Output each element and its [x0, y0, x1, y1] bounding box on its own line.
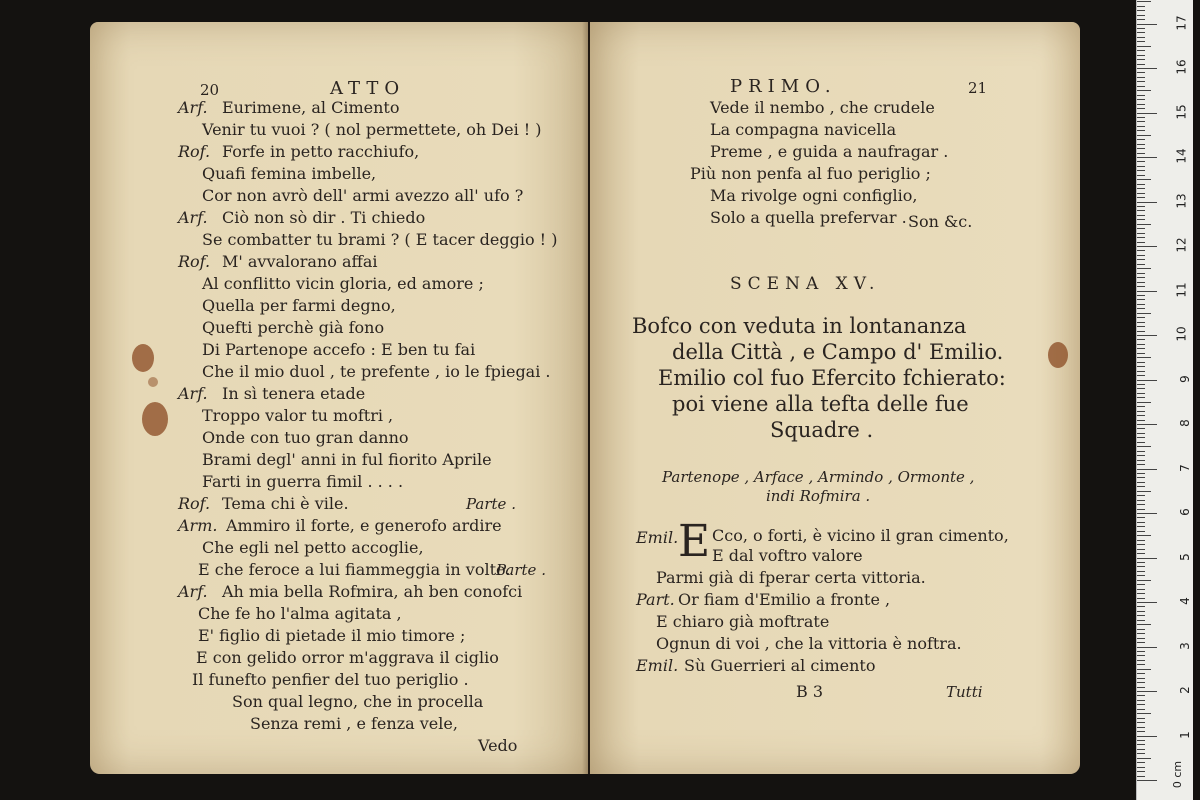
verse-line: Quella per farmi degno,: [202, 296, 396, 315]
ruler-tick: [1137, 713, 1151, 714]
ruler-tick: [1137, 464, 1145, 465]
ruler-tick: [1137, 268, 1151, 269]
ruler-tick: [1137, 166, 1145, 167]
ruler-tick: [1137, 420, 1145, 421]
verse-line: Che il mio duol , te prefente , io le fpiegai .: [202, 362, 551, 381]
ruler-tick: [1137, 99, 1145, 100]
ruler-tick: [1137, 28, 1145, 29]
ruler-tick: [1137, 522, 1145, 523]
ruler-number: 16: [1174, 59, 1189, 75]
ruler-tick: [1137, 558, 1157, 559]
ruler-tick: [1137, 727, 1145, 728]
ruler-tick: [1137, 571, 1145, 572]
verse-line: M' avvalorano affai: [222, 252, 378, 271]
ruler-tick: [1137, 188, 1145, 189]
ruler-tick: [1137, 161, 1145, 162]
ruler-tick: [1137, 108, 1145, 109]
ruler-tick: [1137, 780, 1157, 781]
ruler-number: 2: [1178, 686, 1193, 694]
ruler-tick: [1137, 736, 1157, 737]
verse-line: Sù Guerrieri al cimento: [684, 656, 876, 675]
ruler-tick: [1137, 197, 1145, 198]
ruler-tick: [1137, 575, 1145, 576]
verse-line: Ammiro il forte, e generofo ardire: [226, 516, 502, 535]
ruler-tick: [1137, 678, 1145, 679]
ruler-tick: [1137, 549, 1145, 550]
ruler-tick: [1137, 81, 1145, 82]
ruler-tick: [1137, 584, 1145, 585]
ruler-tick: [1137, 638, 1145, 639]
verse-line: Senza remi , e fenza vele,: [250, 714, 458, 733]
ruler-tick: [1137, 32, 1145, 33]
ruler-tick: [1137, 104, 1145, 105]
ruler-tick: [1137, 224, 1151, 225]
ruler-tick: [1137, 486, 1145, 487]
ruler-tick: [1137, 566, 1145, 567]
verse-line: Troppo valor tu moftri ,: [202, 406, 394, 425]
page-number-left: 20: [200, 81, 220, 99]
ruler-tick: [1137, 344, 1145, 345]
ruler-number: 4: [1178, 597, 1193, 605]
ruler-tick: [1137, 95, 1145, 96]
ruler-tick: [1137, 606, 1145, 607]
scene-heading: SCENA XV.: [730, 274, 881, 294]
verse-line: Ah mia bella Rofmira, ah ben conofci: [222, 582, 523, 601]
ruler-tick: [1137, 509, 1145, 510]
verse-line: E' figlio di pietade il mio timore ;: [198, 626, 466, 645]
ruler-tick: [1137, 460, 1145, 461]
ruler-tick: [1137, 273, 1145, 274]
ruler-tick: [1137, 411, 1145, 412]
speaker-label: Arf.: [178, 384, 208, 403]
ruler-tick: [1137, 491, 1151, 492]
ruler-tick: [1137, 593, 1145, 594]
verse-line: E che feroce a lui fiammeggia in volto.: [198, 560, 511, 579]
ruler-tick: [1137, 277, 1145, 278]
speaker-label: Part.: [636, 590, 675, 609]
ruler-tick: [1137, 655, 1145, 656]
ruler-tick: [1137, 90, 1151, 91]
signature-mark: B 3: [796, 682, 824, 701]
ruler-tick: [1137, 540, 1145, 541]
ruler-tick: [1137, 695, 1145, 696]
verse-line: Cor non avrò dell' armi avezzo all' ufo ?: [202, 186, 524, 205]
ruler-tick: [1137, 113, 1157, 114]
ruler-tick: [1137, 366, 1145, 367]
ruler-tick: [1137, 317, 1145, 318]
ruler-tick: [1137, 362, 1145, 363]
verse-line: Or fiam d'Emilio a fronte ,: [678, 590, 891, 609]
ruler-tick: [1137, 286, 1145, 287]
ruler-tick: [1137, 77, 1145, 78]
ruler-tick: [1137, 664, 1145, 665]
ruler-tick: [1137, 291, 1157, 292]
ruler-tick: [1137, 335, 1157, 336]
speaker-label: Rof.: [178, 252, 211, 271]
ruler-tick: [1137, 669, 1151, 670]
ruler-tick: [1137, 282, 1145, 283]
ruler-tick: [1137, 144, 1145, 145]
verse-line: E chiaro già moftrate: [656, 612, 830, 631]
ruler-tick: [1137, 295, 1145, 296]
speaker-label: Emil.: [636, 656, 679, 675]
ruler-tick: [1137, 130, 1145, 131]
foxing-stain: [148, 377, 158, 387]
verse-line: Quefti perchè già fono: [202, 318, 385, 337]
setting-line: poi viene alla tefta delle fue: [672, 392, 969, 416]
ruler-tick: [1137, 526, 1145, 527]
verse-line: Son qual legno, che in procella: [232, 692, 484, 711]
ruler-tick: [1137, 687, 1145, 688]
verse-line: Parmi già di fperar certa vittoria.: [656, 568, 926, 587]
ruler-tick: [1137, 193, 1145, 194]
speaker-label: Arf.: [178, 582, 208, 601]
ruler-tick: [1137, 339, 1145, 340]
aria-line: Più non penfa al fuo periglio ;: [690, 164, 931, 183]
ruler-tick: [1137, 709, 1145, 710]
ruler-tick: [1137, 553, 1145, 554]
ruler-tick: [1137, 455, 1145, 456]
verse-line: E con gelido orror m'aggrava il ciglio: [196, 648, 499, 667]
ruler-tick: [1137, 259, 1145, 260]
foxing-stain: [132, 344, 154, 372]
ruler-tick: [1137, 402, 1151, 403]
stage-direction: Parte .: [466, 495, 516, 513]
aria-line: Ma rivolge ogni configlio,: [710, 186, 918, 205]
ruler-number: 7: [1178, 463, 1193, 472]
ruler-tick: [1137, 495, 1145, 496]
ruler-tick: [1137, 513, 1157, 514]
catchword: Tutti: [946, 683, 983, 701]
ruler-tick: [1137, 722, 1145, 723]
ruler-tick: [1137, 148, 1145, 149]
catchword: Vedo: [478, 736, 518, 755]
ruler-tick: [1137, 620, 1145, 621]
setting-line: Emilio col fuo Efercito fchierato:: [658, 366, 1006, 390]
ruler-tick: [1137, 380, 1157, 381]
ruler-tick: [1137, 331, 1145, 332]
verse-line: Il funefto penfier del tuo periglio .: [192, 670, 469, 689]
verse-line: Brami degl' anni in ful fiorito Aprile: [202, 450, 492, 469]
running-head-right: PRIMO.: [730, 76, 837, 97]
ruler-tick: [1137, 139, 1145, 140]
verse-line: In sì tenera etade: [222, 384, 366, 403]
ruler-tick: [1137, 589, 1145, 590]
verse-line: Eurimene, al Cimento: [222, 98, 400, 117]
ruler-tick: [1137, 406, 1145, 407]
ruler-tick: [1137, 651, 1145, 652]
ruler-tick: [1137, 246, 1157, 247]
speaker-label: Arm.: [178, 516, 218, 535]
ruler-tick: [1137, 415, 1145, 416]
ruler-tick: [1137, 175, 1145, 176]
ruler-tick: [1137, 691, 1157, 692]
ruler-tick: [1137, 153, 1145, 154]
ruler-tick: [1137, 544, 1145, 545]
ruler-tick: [1137, 451, 1145, 452]
verse-line: Forfe in petto racchiufo,: [222, 142, 420, 161]
ruler-number: 15: [1174, 103, 1189, 120]
page-number-right: 21: [968, 79, 988, 97]
ruler-tick: [1137, 357, 1151, 358]
ruler-tick: [1137, 704, 1145, 705]
speaker-label: Arf.: [178, 98, 208, 117]
verse-line: Tema chi è vile.: [222, 494, 349, 513]
ruler-tick: [1137, 682, 1145, 683]
ruler-tick: [1137, 72, 1145, 73]
ruler-tick: [1137, 633, 1145, 634]
right-page: [590, 22, 1080, 774]
ruler-tick: [1137, 647, 1157, 648]
ruler-tick: [1137, 6, 1145, 7]
ruler-tick: [1137, 477, 1145, 478]
verse-line: Quafi femina imbelle,: [202, 164, 377, 183]
ruler-tick: [1137, 242, 1145, 243]
speaker-label: Emil.: [636, 528, 679, 547]
ruler-tick: [1137, 580, 1151, 581]
ruler-tick: [1137, 660, 1145, 661]
ruler-tick: [1137, 562, 1145, 563]
ruler-tick: [1137, 55, 1145, 56]
aria-line: Vede il nembo , che crudele: [710, 98, 935, 117]
ruler-tick: [1137, 250, 1145, 251]
ruler-tick: [1137, 206, 1145, 207]
ruler-tick: [1137, 375, 1145, 376]
ruler-tick: [1137, 117, 1145, 118]
ruler-tick: [1137, 121, 1145, 122]
drop-cap: E: [678, 516, 711, 567]
da-capo-mark: Son &c.: [908, 212, 973, 231]
ruler-number: 17: [1174, 14, 1189, 31]
ruler-tick: [1137, 64, 1145, 65]
ruler-tick: [1137, 37, 1145, 38]
verse-line: Venir tu vuoi ? ( nol permettete, oh Dei ! ): [202, 120, 542, 139]
ruler-tick: [1137, 299, 1145, 300]
ruler-number: 14: [1174, 148, 1189, 164]
ruler-tick: [1137, 437, 1145, 438]
ruler-number: 8: [1178, 419, 1193, 427]
ruler-tick: [1137, 388, 1145, 389]
ruler-number: 10: [1174, 326, 1189, 342]
verse-line: Farti in guerra fimil . . . .: [202, 472, 404, 491]
verse-line: Che egli nel petto accoglie,: [202, 538, 424, 557]
ruler-tick: [1137, 615, 1145, 616]
ruler-tick: [1137, 59, 1145, 60]
ruler-number: 9: [1178, 374, 1193, 383]
ruler-tick: [1137, 308, 1145, 309]
speaker-label: Rof.: [178, 142, 211, 161]
speaker-label: Arf.: [178, 208, 208, 227]
ruler-tick: [1137, 219, 1145, 220]
ruler-tick: [1137, 500, 1145, 501]
ruler-number: 12: [1174, 237, 1189, 253]
ruler-tick: [1137, 598, 1145, 599]
ruler-tick: [1137, 424, 1157, 425]
ruler-tick: [1137, 771, 1145, 772]
foxing-stain: [1048, 342, 1068, 368]
ruler-tick: [1137, 10, 1145, 11]
ruler-tick: [1137, 184, 1145, 185]
characters-list: Partenope , Arface , Armindo , Ormonte ,: [662, 468, 975, 486]
ruler-tick: [1137, 19, 1145, 20]
ruler-tick: [1137, 602, 1157, 603]
ruler-number: 11: [1174, 281, 1189, 298]
ruler-tick: [1137, 313, 1151, 314]
ruler-tick: [1137, 353, 1145, 354]
ruler-tick: [1137, 433, 1145, 434]
ruler-tick: [1137, 700, 1145, 701]
ruler-tick: [1137, 482, 1145, 483]
ruler-tick: [1137, 397, 1145, 398]
ruler-tick: [1137, 469, 1157, 470]
ruler-tick: [1137, 304, 1145, 305]
measuring-ruler: [1136, 0, 1193, 800]
foxing-stain: [142, 402, 168, 436]
ruler-tick: [1137, 642, 1145, 643]
ruler-tick: [1137, 15, 1145, 16]
verse-line: Al conflitto vicin gloria, ed amore ;: [202, 274, 484, 293]
stage-direction: Parte .: [496, 561, 546, 579]
ruler-tick: [1137, 718, 1145, 719]
ruler-tick: [1137, 384, 1145, 385]
ruler-tick: [1137, 170, 1145, 171]
ruler-tick: [1137, 504, 1145, 505]
ruler-tick: [1137, 126, 1145, 127]
ruler-tick: [1137, 740, 1145, 741]
ruler-tick: [1137, 24, 1157, 25]
ruler-tick: [1137, 767, 1145, 768]
characters-list: indi Rofmira .: [766, 487, 871, 505]
ruler-tick: [1137, 428, 1145, 429]
ruler-tick: [1137, 744, 1145, 745]
ruler-tick: [1137, 731, 1145, 732]
ruler-tick: [1137, 215, 1145, 216]
ruler-tick: [1137, 237, 1145, 238]
ruler-tick: [1137, 202, 1157, 203]
ruler-number: 3: [1178, 641, 1193, 650]
ruler-tick: [1137, 68, 1157, 69]
ruler-tick: [1137, 46, 1151, 47]
ruler-tick: [1137, 233, 1145, 234]
ruler-tick: [1137, 624, 1151, 625]
setting-line: della Città , e Campo d' Emilio.: [672, 340, 1004, 364]
ruler-number: 13: [1174, 192, 1189, 209]
verse-line: Cco, o forti, è vicino il gran cimento,: [712, 526, 1009, 545]
ruler-unit-label: 0 cm: [1170, 760, 1184, 789]
ruler-tick: [1137, 322, 1145, 323]
left-page: [90, 22, 588, 774]
ruler-tick: [1137, 749, 1145, 750]
ruler-tick: [1137, 611, 1145, 612]
verse-line: Che fe ho l'alma agitata ,: [198, 604, 402, 623]
ruler-tick: [1137, 393, 1145, 394]
ruler-tick: [1137, 517, 1145, 518]
ruler-tick: [1137, 86, 1145, 87]
aria-line: Preme , e guida a naufragar .: [710, 142, 949, 161]
ruler-tick: [1137, 1, 1151, 2]
ruler-number: 1: [1178, 730, 1193, 739]
ruler-tick: [1137, 348, 1145, 349]
ruler-tick: [1137, 753, 1145, 754]
ruler-tick: [1137, 535, 1151, 536]
aria-line: Solo a quella prefervar .: [710, 208, 907, 227]
verse-line: Onde con tuo gran danno: [202, 428, 409, 447]
verse-line: Ciò non sò dir . Ti chiedo: [222, 208, 426, 227]
verse-line: Ognun di voi , che la vittoria è noftra.: [656, 634, 962, 653]
verse-line: Di Partenope accefo : E ben tu fai: [202, 340, 476, 359]
ruler-tick: [1137, 442, 1145, 443]
ruler-tick: [1137, 228, 1145, 229]
ruler-tick: [1137, 473, 1145, 474]
ruler-tick: [1137, 371, 1145, 372]
ruler-tick: [1137, 264, 1145, 265]
ruler-tick: [1137, 531, 1145, 532]
aria-line: La compagna navicella: [710, 120, 897, 139]
verse-line: E dal voftro valore: [712, 546, 863, 565]
verse-line: Se combatter tu brami ? ( E tacer deggio ! ): [202, 230, 558, 249]
ruler-tick: [1137, 157, 1157, 158]
setting-line: Squadre .: [770, 418, 874, 442]
ruler-number: 5: [1178, 552, 1193, 561]
speaker-label: Rof.: [178, 494, 211, 513]
ruler-number: 6: [1178, 508, 1193, 516]
ruler-tick: [1137, 446, 1151, 447]
ruler-tick: [1137, 50, 1145, 51]
ruler-tick: [1137, 255, 1145, 256]
ruler-tick: [1137, 629, 1145, 630]
open-book: [90, 22, 1080, 774]
ruler-tick: [1137, 41, 1145, 42]
ruler-tick: [1137, 210, 1145, 211]
running-head-left: ATTO: [330, 78, 406, 99]
setting-line: Bofco con veduta in lontananza: [632, 314, 967, 338]
ruler-tick: [1137, 135, 1151, 136]
ruler-tick: [1137, 762, 1145, 763]
ruler-tick: [1137, 326, 1145, 327]
ruler-tick: [1137, 179, 1151, 180]
ruler-tick: [1137, 776, 1145, 777]
ruler-tick: [1137, 758, 1151, 759]
ruler-tick: [1137, 673, 1145, 674]
